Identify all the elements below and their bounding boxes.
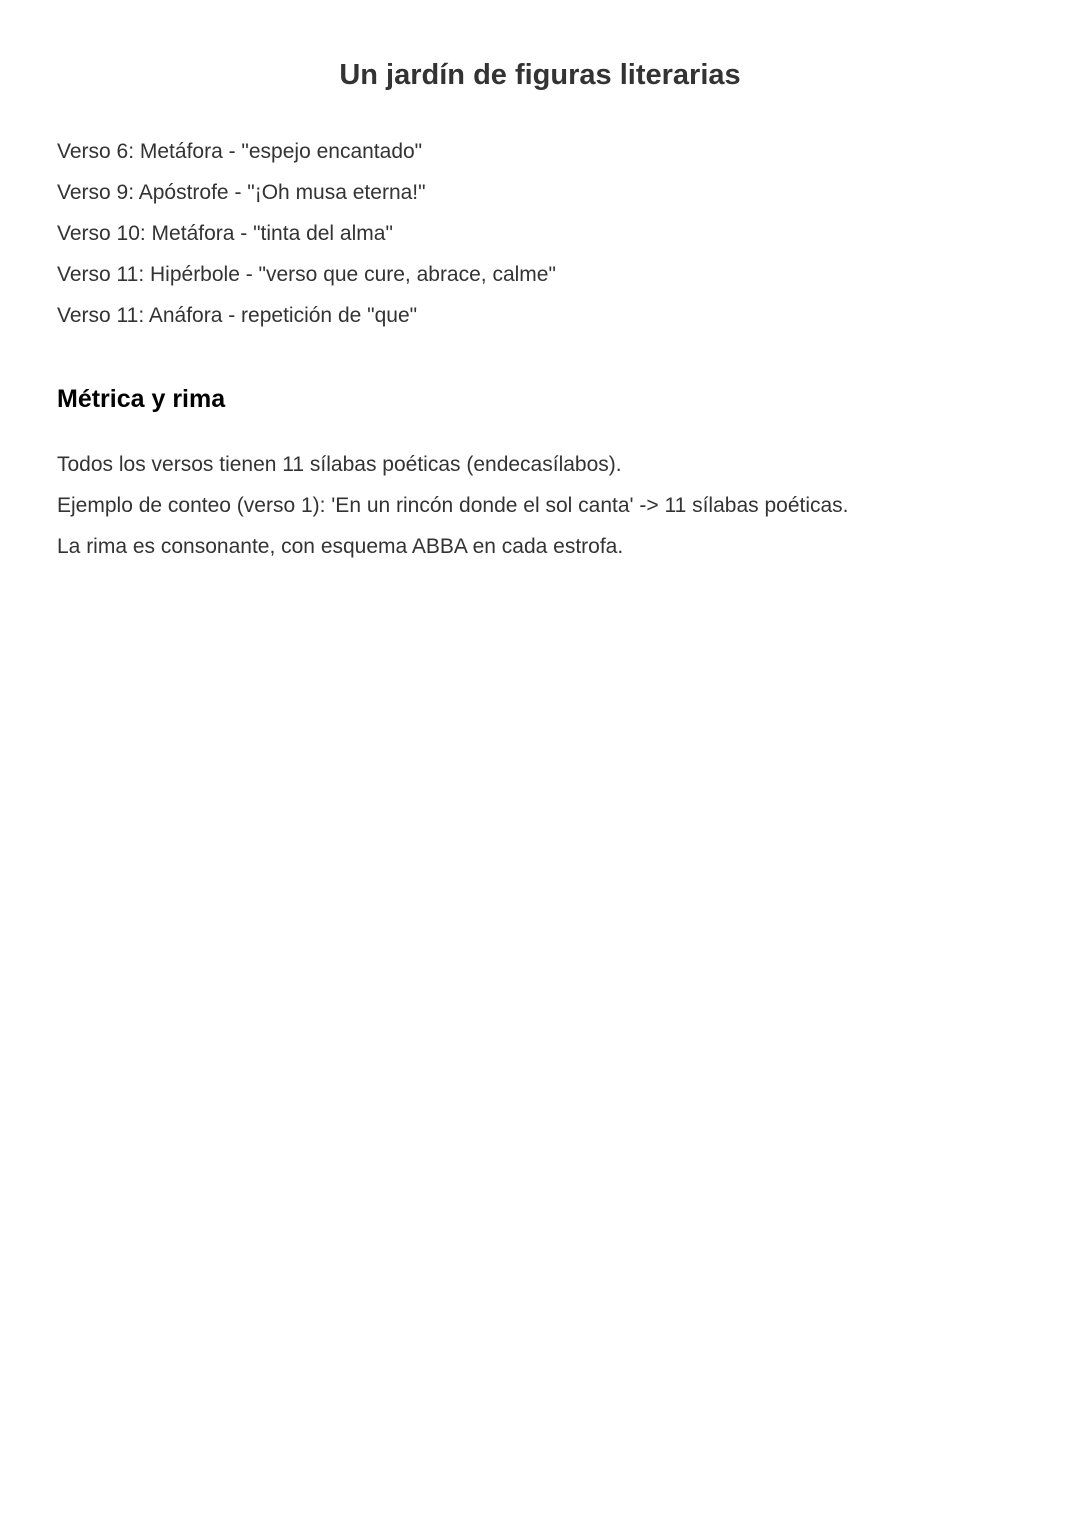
figure-item: Verso 10: Metáfora - "tinta del alma" <box>57 222 393 245</box>
metrics-paragraph: Ejemplo de conteo (verso 1): 'En un rincón donde el sol canta' -> 11 sílabas poéticas. <box>57 494 849 517</box>
literary-figures-list <box>57 131 556 336</box>
figure-item: Verso 9: Apóstrofe - "¡Oh musa eterna!" <box>57 181 426 204</box>
metrics-paragraph: Todos los versos tienen 11 sílabas poéticas (endecasílabos). <box>57 453 622 476</box>
metrics-paragraph: La rima es consonante, con esquema ABBA en cada estrofa. <box>57 535 624 558</box>
metrics-section-body <box>57 444 849 567</box>
metrics-section-heading: Métrica y rima <box>57 385 226 413</box>
figure-item: Verso 11: Hipérbole - "verso que cure, abrace, calme" <box>57 263 556 286</box>
figure-item: Verso 6: Metáfora - "espejo encantado" <box>57 140 423 163</box>
document-title: Un jardín de figuras literarias <box>339 59 741 91</box>
figure-item: Verso 11: Anáfora - repetición de "que" <box>57 304 418 327</box>
